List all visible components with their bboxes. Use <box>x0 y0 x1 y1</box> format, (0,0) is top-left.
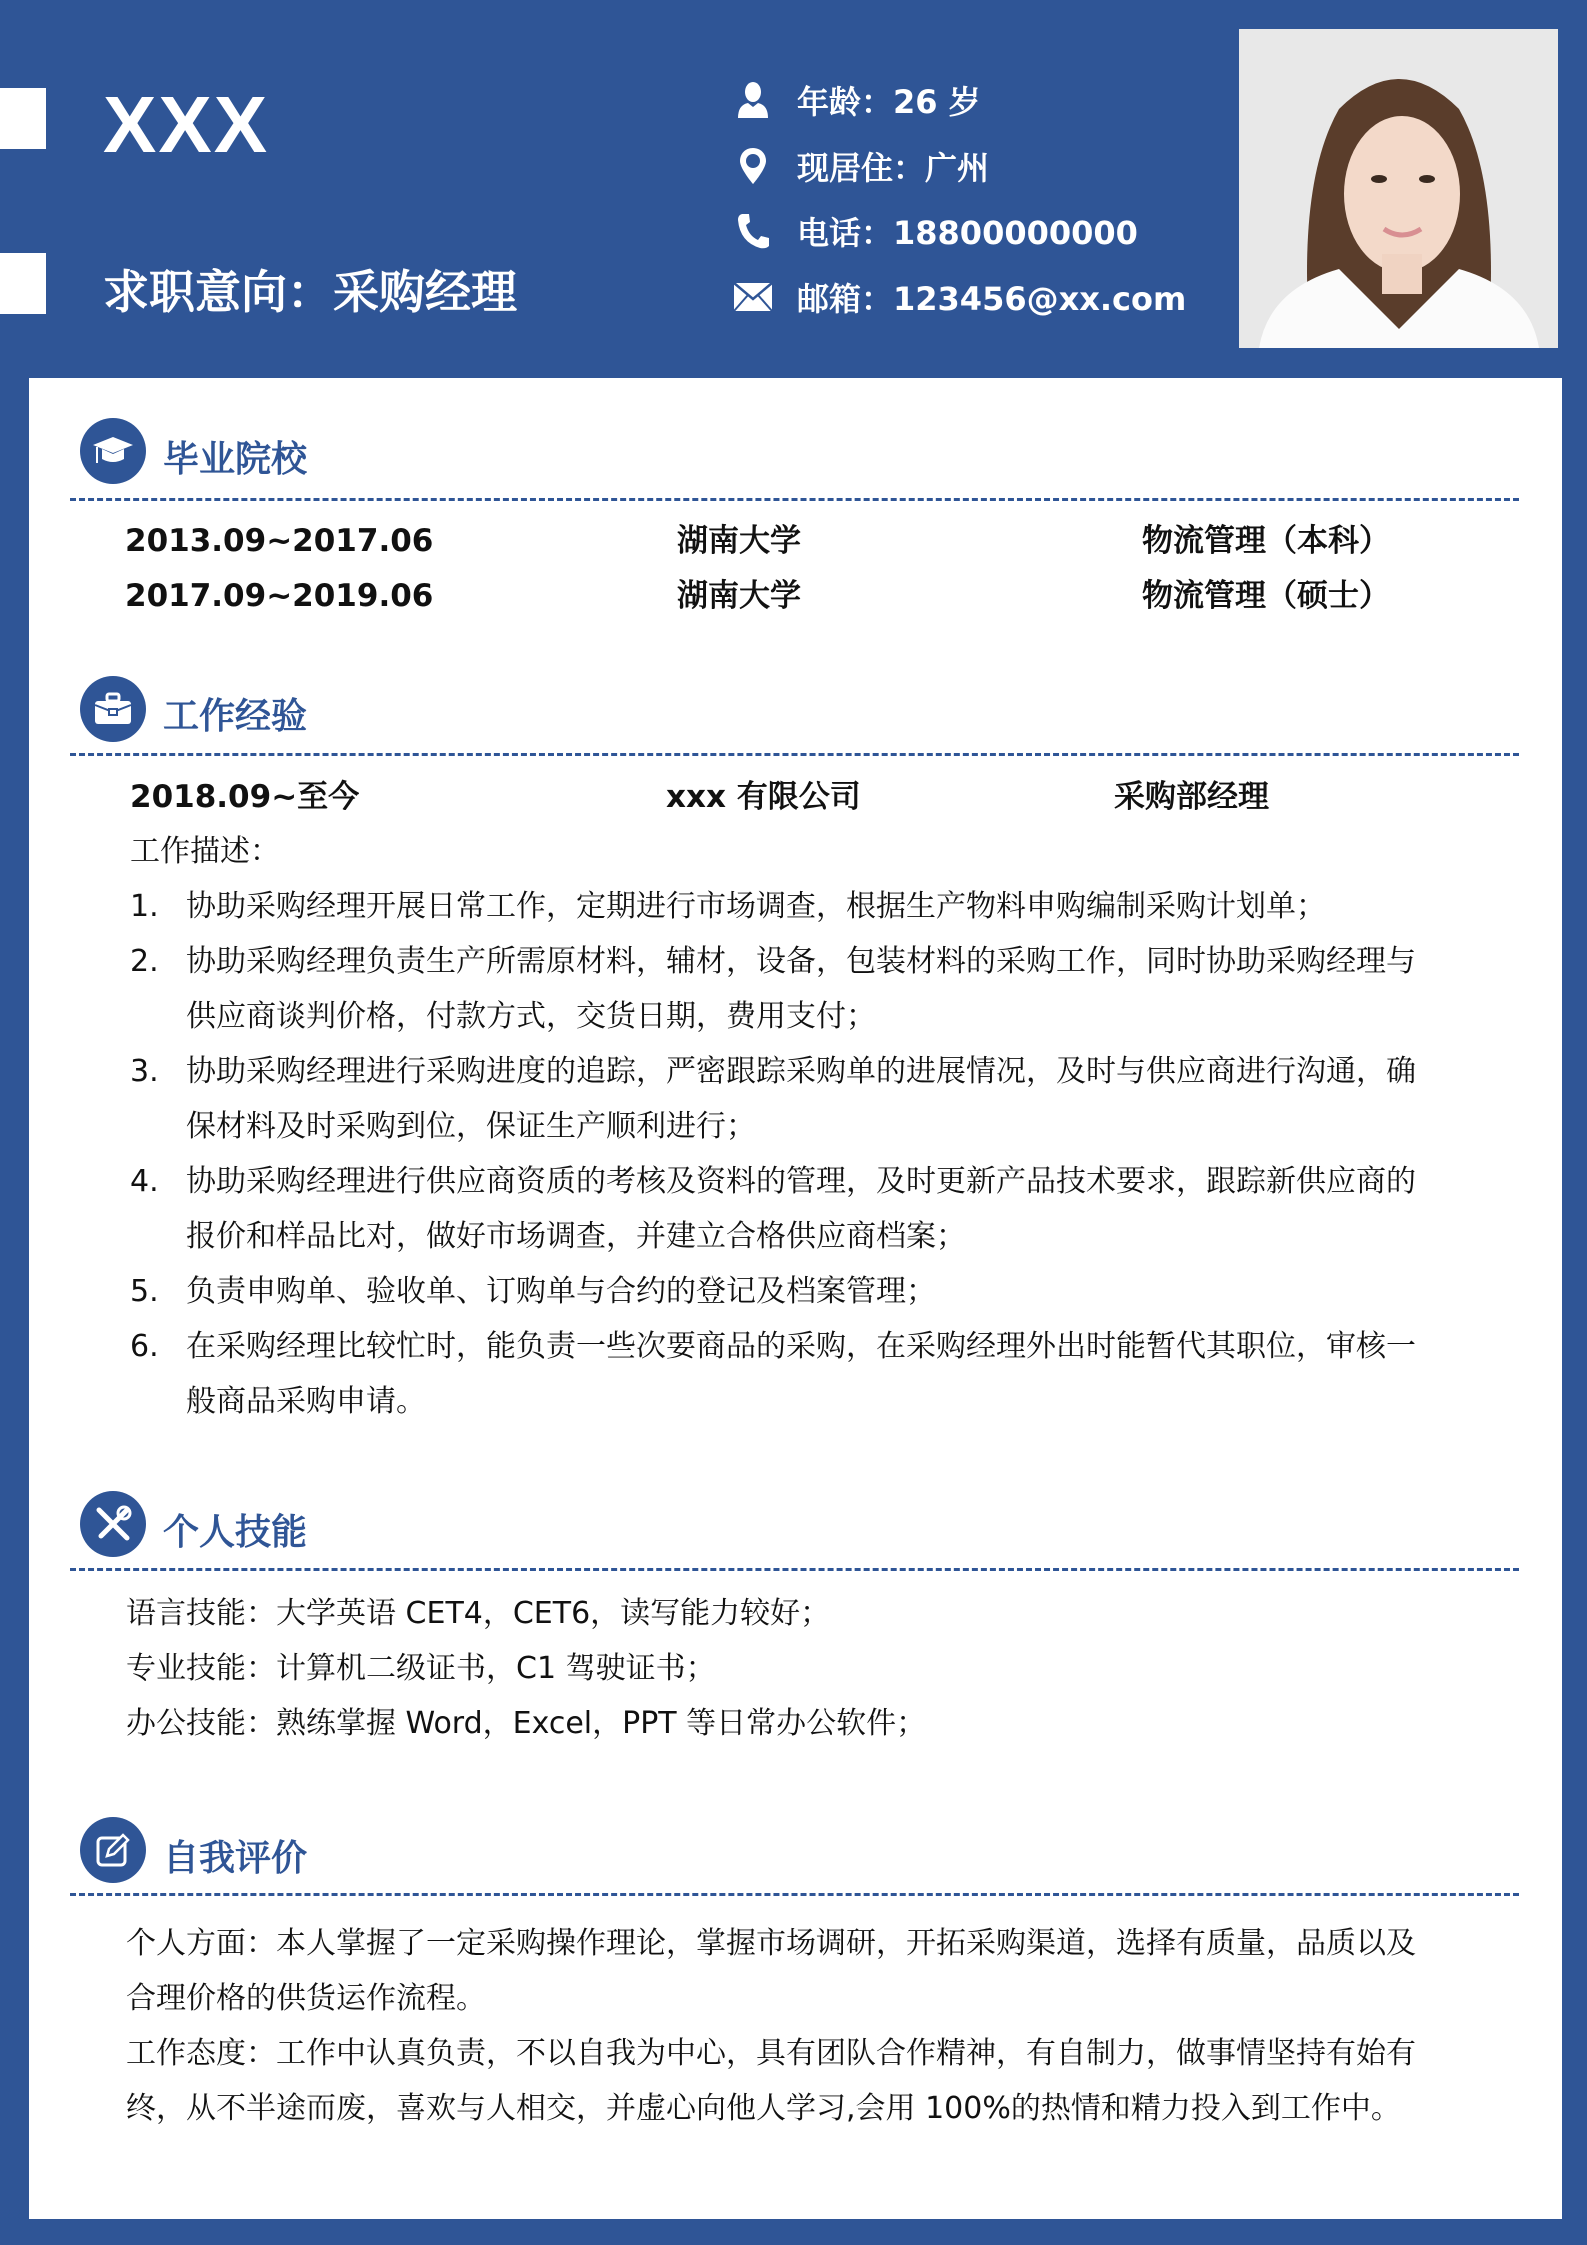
contact-email <box>733 274 1186 320</box>
list-number: 3. <box>130 1054 159 1089</box>
section-title-education: 毕业院校 <box>163 439 308 480</box>
phone-icon <box>733 211 773 251</box>
skill-language: 语言技能：大学英语 CET4，CET6，读写能力较好； <box>126 1596 831 1631</box>
list-item-cont: 保材料及时采购到位，保证生产顺利进行； <box>186 1109 756 1144</box>
section-title-evaluation: 自我评价 <box>163 1838 308 1879</box>
list-number: 5. <box>130 1274 159 1309</box>
skill-professional: 专业技能：计算机二级证书，C1 驾驶证书； <box>126 1651 716 1686</box>
portrait-image <box>1239 29 1558 348</box>
eval-line: 终，从不半途而废，喜欢与人相交，并虚心向他人学习,会用 100%的热情和精力投入到工作中。 <box>126 2091 1401 2126</box>
list-item: 协助采购经理负责生产所需原材料，辅材，设备，包装材料的采购工作，同时协助采购经理与 <box>186 944 1416 979</box>
list-item: 协助采购经理开展日常工作，定期进行市场调查，根据生产物料申购编制采购计划单； <box>186 889 1326 924</box>
section-divider <box>70 753 1519 756</box>
job-company: xxx 有限公司 <box>666 779 861 815</box>
decor-block-top <box>0 88 46 149</box>
envelope-icon <box>733 277 773 317</box>
age-text: 年龄：26 岁 <box>797 83 981 121</box>
list-item-cont: 报价和样品比对，做好市场调查，并建立合格供应商档案； <box>186 1219 966 1254</box>
location-text: 现居住：广州 <box>797 149 990 187</box>
edu-period: 2013.09~2017.06 <box>125 523 434 559</box>
section-title-skills: 个人技能 <box>163 1512 308 1553</box>
list-item-cont: 般商品采购申请。 <box>186 1384 426 1419</box>
eval-line: 个人方面：本人掌握了一定采购操作理论，掌握市场调研，开拓采购渠道，选择有质量，品质以及 <box>126 1926 1416 1961</box>
edu-major: 物流管理（硕士） <box>1142 578 1390 614</box>
contact-location <box>733 143 989 189</box>
list-item: 协助采购经理进行采购进度的追踪，严密跟踪采购单的进展情况，及时与供应商进行沟通，确 <box>186 1054 1416 1089</box>
list-number: 1. <box>130 889 159 924</box>
edit-icon <box>80 1817 146 1883</box>
edu-major: 物流管理（本科） <box>1142 523 1390 559</box>
contact-phone <box>733 208 1138 254</box>
graduation-cap-icon <box>80 418 146 484</box>
list-item: 协助采购经理进行供应商资质的考核及资料的管理，及时更新产品技术要求，跟踪新供应商的 <box>186 1164 1416 1199</box>
section-title-experience: 工作经验 <box>163 696 308 737</box>
list-item: 负责申购单、验收单、订购单与合约的登记及档案管理； <box>186 1274 936 1309</box>
edu-school: 湖南大学 <box>677 523 801 559</box>
eval-line: 工作态度：工作中认真负责，不以自我为中心，具有团队合作精神，有自制力，做事情坚持有始有 <box>126 2036 1416 2071</box>
candidate-name: XXX <box>103 80 270 169</box>
job-intent: 求职意向：采购经理 <box>103 265 517 319</box>
contact-age <box>733 77 981 123</box>
job-desc-label: 工作描述： <box>130 834 280 869</box>
section-divider <box>70 1568 1519 1571</box>
job-position: 采购部经理 <box>1114 779 1269 815</box>
phone-text[interactable]: 电话：18800000000 <box>797 214 1138 252</box>
list-item: 在采购经理比较忙时，能负责一些次要商品的采购，在采购经理外出时能暂代其职位，审核一 <box>186 1329 1416 1364</box>
email-text[interactable]: 邮箱：123456@xx.com <box>797 280 1187 318</box>
profile-photo <box>1239 29 1558 348</box>
edu-period: 2017.09~2019.06 <box>125 578 434 614</box>
section-divider <box>70 1893 1519 1896</box>
decor-block-bottom <box>0 253 46 314</box>
list-number: 2. <box>130 944 159 979</box>
list-item-cont: 供应商谈判价格，付款方式，交货日期，费用支付； <box>186 999 876 1034</box>
list-number: 6. <box>130 1329 159 1364</box>
edu-school: 湖南大学 <box>677 578 801 614</box>
location-pin-icon <box>733 146 773 186</box>
tools-icon <box>80 1491 146 1557</box>
list-number: 4. <box>130 1164 159 1199</box>
eval-line: 合理价格的供货运作流程。 <box>126 1981 486 2016</box>
skill-office: 办公技能：熟练掌握 Word，Excel，PPT 等日常办公软件； <box>126 1706 927 1741</box>
section-divider <box>70 498 1519 501</box>
job-period: 2018.09~至今 <box>130 779 360 815</box>
person-icon <box>733 80 773 120</box>
briefcase-icon <box>80 676 146 742</box>
